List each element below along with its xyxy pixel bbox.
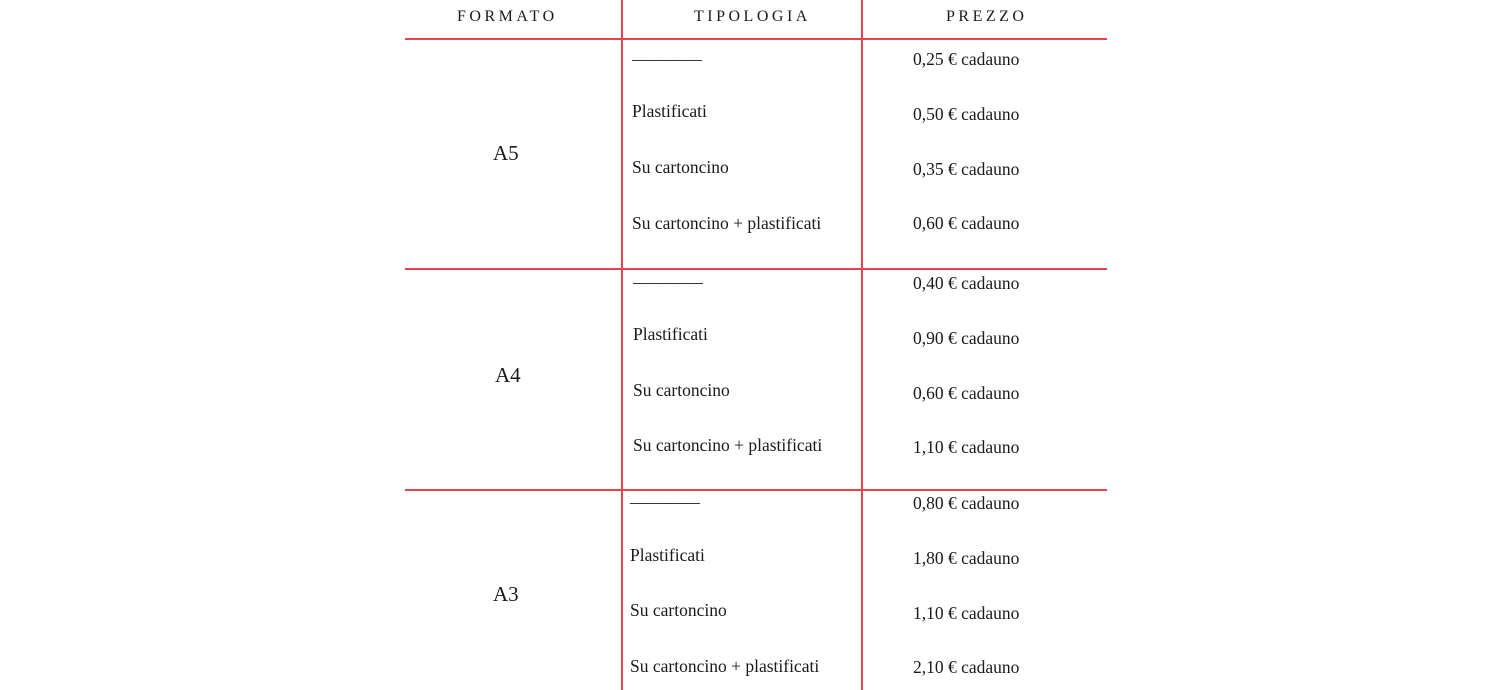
type-cell: Su cartoncino + plastificati (630, 656, 820, 676)
price-cell: 0,60 € cadauno (913, 383, 1020, 403)
type-cell: Su cartoncino + plastificati (632, 213, 822, 233)
column-divider-left (621, 0, 623, 690)
format-cell-a3: A3 (493, 582, 519, 606)
type-cell: Plastificati (630, 545, 705, 565)
price-cell: 0,40 € cadauno (913, 273, 1020, 293)
price-cell: 0,25 € cadauno (913, 49, 1020, 69)
header-format: FORMATO (457, 8, 558, 25)
price-cell: 1,10 € cadauno (913, 437, 1020, 457)
header-divider (405, 38, 1107, 40)
price-cell: 0,80 € cadauno (913, 493, 1020, 513)
group-divider-a4-a3 (405, 489, 1107, 491)
price-cell: 0,60 € cadauno (913, 213, 1020, 233)
group-divider-a5-a4 (405, 268, 1107, 270)
price-cell: 1,80 € cadauno (913, 548, 1020, 568)
type-cell: ———— (632, 49, 702, 69)
type-cell: Plastificati (633, 324, 708, 344)
type-cell: Su cartoncino (630, 600, 727, 620)
format-cell-a4: A4 (495, 363, 521, 387)
price-cell: 0,50 € cadauno (913, 104, 1020, 124)
price-cell: 0,90 € cadauno (913, 328, 1020, 348)
type-cell: Su cartoncino (632, 157, 729, 177)
format-cell-a5: A5 (493, 141, 519, 165)
header-type: TIPOLOGIA (694, 8, 811, 25)
price-cell: 0,35 € cadauno (913, 159, 1020, 179)
type-cell: Su cartoncino (633, 380, 730, 400)
type-cell: Su cartoncino + plastificati (633, 435, 823, 455)
price-cell: 2,10 € cadauno (913, 657, 1020, 677)
price-cell: 1,10 € cadauno (913, 603, 1020, 623)
header-price: PREZZO (946, 8, 1028, 25)
type-cell: ———— (630, 492, 700, 512)
type-cell: ———— (633, 272, 703, 292)
column-divider-right (861, 0, 863, 690)
type-cell: Plastificati (632, 101, 707, 121)
